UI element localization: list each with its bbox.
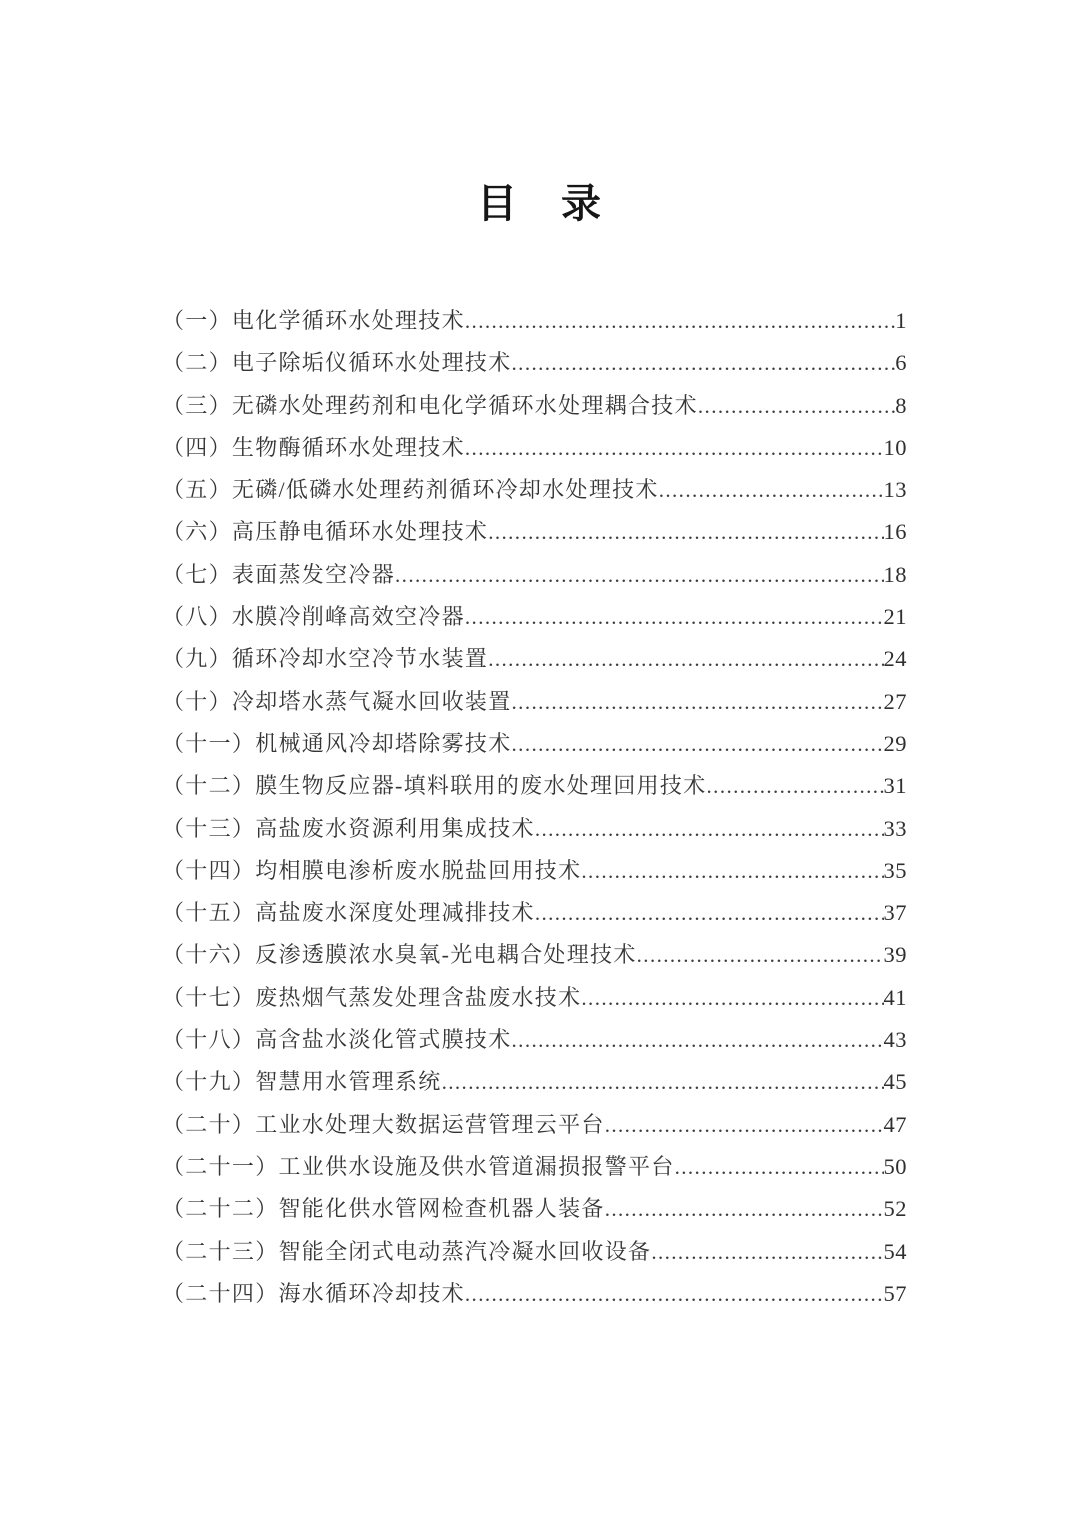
toc-entry-title: （十七）废热烟气蒸发处理含盐废水技术 [162,984,582,1010]
toc-entry-page-number: 37 [883,900,907,926]
toc-entry-title: （十八）高含盐水淡化管式膜技术 [162,1027,512,1053]
toc-entry [162,1019,907,1061]
toc-entry-title: （十六）反渗透膜浓水臭氧-光电耦合处理技术 [162,942,637,968]
dot-leader [535,808,884,850]
toc-entry-page-number: 1 [895,308,907,333]
toc-entry-title: （十三）高盐废水资源利用集成技术 [162,815,535,841]
dot-leader [512,1019,884,1061]
toc-entry-title: （十九）智慧用水管理系统 [162,1069,442,1095]
toc-entry-page-number: 16 [883,519,907,545]
dot-leader [707,765,884,807]
dot-leader [488,638,883,680]
toc-entry-title: （十二）膜生物反应器-填料联用的废水处理回用技术 [162,773,707,799]
toc-entry [162,765,907,807]
toc-entry-page-number: 24 [883,646,907,672]
toc-entry [162,1061,907,1103]
toc-entry-title: （七）表面蒸发空冷器 [162,561,396,587]
toc-entry-title: （二十一）工业供水设施及供水管道漏损报警平台 [162,1153,675,1179]
dot-leader [488,511,883,553]
toc-entry-page-number: 31 [883,773,907,799]
toc-entry [162,1146,907,1188]
dot-leader [465,427,884,469]
toc-entry-title: （九）循环冷却水空冷节水装置 [162,646,489,672]
toc-entry [162,638,907,680]
toc-entry-page-number: 45 [883,1069,907,1095]
toc-entry-title: （二）电子除垢仪循环水处理技术 [162,350,512,376]
toc-entry [162,1273,907,1315]
dot-leader [605,1104,884,1146]
toc-entry [162,1104,907,1146]
toc-entry-title: （十）冷却塔水蒸气凝水回收装置 [162,688,512,714]
toc-entry-title: （三）无磷水处理药剂和电化学循环水处理耦合技术 [162,392,698,418]
dot-leader [605,1188,884,1230]
page-title: 目 录 [477,182,603,226]
toc-entry [162,723,907,765]
dot-leader [698,385,895,427]
toc-entry-title: （二十二）智能化供水管网检查机器人装备 [162,1196,605,1222]
dot-leader [512,342,896,384]
toc-entry-page-number: 52 [883,1196,907,1222]
toc-entry [162,385,907,427]
dot-leader [465,1273,884,1315]
toc-entry-page-number: 47 [883,1111,907,1137]
toc-entry-title: （十四）均相膜电渗析废水脱盐回用技术 [162,857,582,883]
toc-entry [162,808,907,850]
toc-entry-page-number: 50 [883,1153,907,1179]
table-of-contents [162,300,907,1315]
toc-entry [162,681,907,723]
dot-leader [442,1061,884,1103]
toc-entry-page-number: 43 [883,1027,907,1053]
dot-leader [581,977,883,1019]
toc-entry [162,300,907,342]
toc-entry [162,977,907,1019]
dot-leader [581,850,883,892]
toc-entry-title: （十一）机械通风冷却塔除雾技术 [162,730,512,756]
toc-entry-page-number: 18 [883,561,907,587]
toc-entry-title: （八）水膜冷削峰高效空冷器 [162,604,465,630]
toc-entry-title: （六）高压静电循环水处理技术 [162,519,489,545]
dot-leader [512,723,884,765]
toc-entry-page-number: 35 [883,857,907,883]
toc-entry-title: （四）生物酶循环水处理技术 [162,434,465,460]
toc-entry-title: （五）无磷/低磷水处理药剂循环冷却水处理技术 [162,477,659,503]
toc-entry-page-number: 39 [883,942,907,968]
dot-leader [395,554,883,596]
toc-entry [162,554,907,596]
toc-entry-page-number: 33 [883,815,907,841]
toc-entry [162,342,907,384]
toc-entry-title: （十五）高盐废水深度处理减排技术 [162,900,535,926]
toc-entry [162,469,907,511]
dot-leader [535,892,884,934]
dot-leader [465,300,895,342]
toc-entry-page-number: 54 [883,1238,907,1264]
dot-leader [651,1231,883,1273]
toc-entry [162,511,907,553]
toc-entry-page-number: 41 [883,984,907,1010]
toc-entry-title: （二十三）智能全闭式电动蒸汽冷凝水回收设备 [162,1238,652,1264]
toc-entry-page-number: 21 [883,604,907,630]
toc-entry [162,1188,907,1230]
toc-entry-title: （二十）工业水处理大数据运营管理云平台 [162,1111,605,1137]
toc-entry [162,427,907,469]
toc-entry-title: （二十四）海水循环冷却技术 [162,1280,465,1306]
dot-leader [512,681,884,723]
dot-leader [659,469,884,511]
dot-leader [637,934,884,976]
toc-entry-page-number: 13 [883,477,907,503]
toc-entry [162,596,907,638]
toc-entry-page-number: 29 [883,730,907,756]
toc-entry [162,934,907,976]
toc-entry [162,850,907,892]
toc-entry-page-number: 27 [883,688,907,714]
toc-entry-title: （一）电化学循环水处理技术 [162,308,465,333]
toc-entry [162,892,907,934]
toc-entry [162,1231,907,1273]
toc-entry-page-number: 57 [883,1280,907,1306]
dot-leader [465,596,884,638]
toc-entry-page-number: 6 [895,350,907,376]
toc-entry-page-number: 8 [895,392,907,418]
toc-entry-page-number: 10 [883,434,907,460]
dot-leader [675,1146,884,1188]
